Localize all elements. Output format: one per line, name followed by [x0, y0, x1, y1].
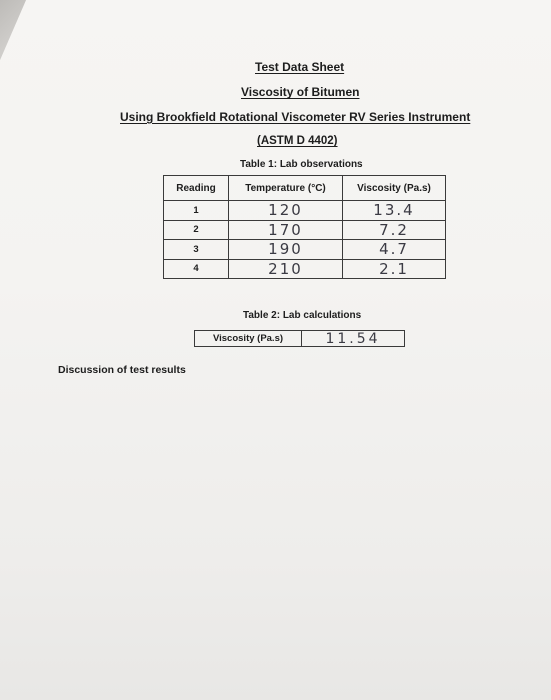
- table-row: [164, 201, 446, 221]
- header-viscosity: Viscosity (Pa.s): [343, 176, 446, 201]
- sheet-title: Test Data Sheet: [255, 60, 345, 74]
- cell-viscosity: 4.7: [343, 240, 446, 260]
- cell-viscosity: 2.1: [343, 259, 446, 279]
- cell-reading: 4: [164, 259, 229, 279]
- cell-temperature: 120: [229, 201, 343, 221]
- discussion-heading: Discussion of test results: [58, 364, 186, 376]
- cell-temperature: 210: [229, 259, 343, 279]
- lab-observations-table: [163, 175, 446, 279]
- cell-temperature: 170: [229, 220, 343, 240]
- sheet-subtitle: Viscosity of Bitumen: [241, 85, 360, 99]
- table-header-row: [164, 176, 446, 201]
- table-row: [164, 240, 446, 260]
- cell-reading: 3: [164, 240, 229, 260]
- astm-standard: (ASTM D 4402): [257, 135, 338, 147]
- table1-caption: Table 1: Lab observations: [240, 159, 363, 170]
- table2-caption: Table 2: Lab calculations: [243, 310, 362, 321]
- table-row: [164, 259, 446, 279]
- cell-reading: 2: [164, 220, 229, 240]
- cell-viscosity: 13.4: [343, 201, 446, 221]
- cell-temperature: 190: [229, 240, 343, 260]
- header-reading: Reading: [164, 176, 229, 201]
- cell-viscosity: 7.2: [343, 220, 446, 240]
- test-method: Using Brookfield Rotational Viscometer RV Series Instrument: [120, 110, 471, 124]
- table-row: [164, 220, 446, 240]
- calc-viscosity-label: Viscosity (Pa.s): [195, 331, 302, 346]
- header-temperature: Temperature (°C): [229, 176, 343, 201]
- cell-reading: 1: [164, 201, 229, 221]
- calc-viscosity-value: 11.54: [325, 330, 381, 347]
- lab-calculations-table: [194, 330, 405, 347]
